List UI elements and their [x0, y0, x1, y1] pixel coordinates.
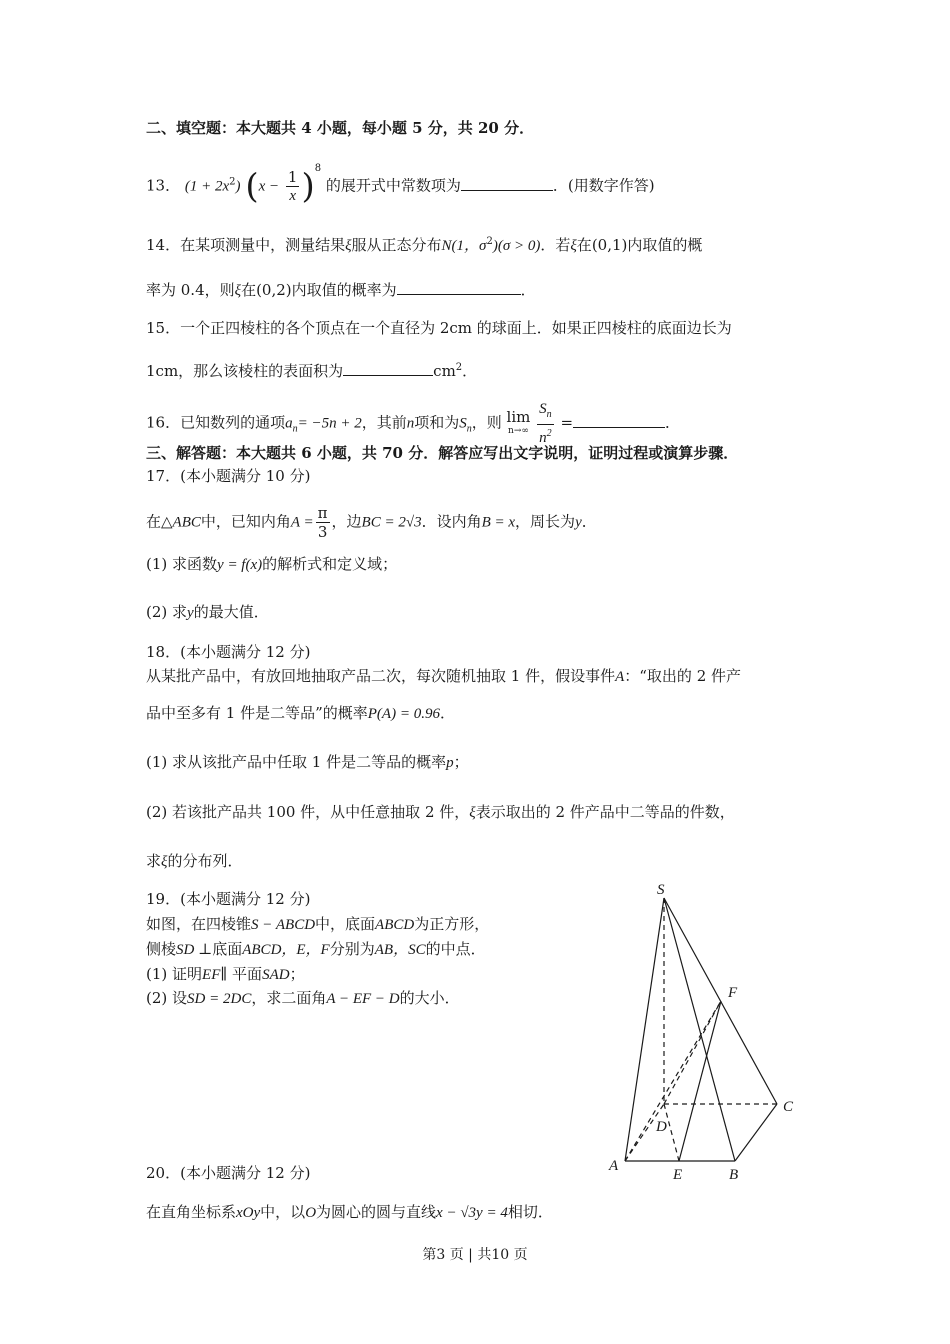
- label-C: C: [783, 1099, 794, 1115]
- q17-part-1: (1) 求函数y = f(x)的解析式和定义域；: [146, 555, 398, 573]
- q13-expr-left: (1 + 2x: [184, 178, 230, 195]
- q16-formula: = −5n + 2: [297, 415, 362, 432]
- q18-part-2-cont: 求ξ的分布列．: [146, 852, 243, 870]
- q19-line-2: 侧棱SD ⊥底面ABCD，E，F分别为AB，SC的中点．: [146, 940, 486, 958]
- question-13: 13． $(1 + 2x^2)$ (x − $\frac{1}{x}$ )$^8$ 的展开式中常数项为 ．(用数字作答): [146, 162, 655, 207]
- q14-xi: ξ: [345, 238, 352, 254]
- q18-statement-2: 品中至多有 1 件是二等品”的概率P(A) = 0.96．: [146, 704, 455, 722]
- q15-answer-blank[interactable]: [343, 361, 433, 376]
- q13-expr-right: ): [235, 178, 241, 195]
- q14-text-b: 服从正态分布: [351, 236, 442, 254]
- q14-dist: N(1，σ: [441, 238, 487, 254]
- question-16: 16．已知数列的通项$a_n= -5n + 2$，其前n项和为$S_n$，则 lim n→∞ $\frac{S_n}{n^2}$ = ．: [146, 401, 681, 446]
- q20-statement: 在直角坐标系xOy中，以O为圆心的圆与直线x − √3y = 4相切．: [146, 1203, 553, 1221]
- page-footer: 第3 页 | 共10 页: [422, 1247, 528, 1263]
- q19-title: 19．(本小题满分 12 分): [146, 890, 311, 908]
- q14-interval-1: (0,1): [591, 236, 628, 254]
- q14-text-a: 14．在某项测量中，测量结果: [146, 236, 346, 254]
- q13-number: 13．: [146, 176, 181, 195]
- q17-title: 17．(本小题满分 10 分): [146, 467, 311, 485]
- q17-fraction: $\frac{\pi}{3}$: [317, 504, 328, 541]
- q14-answer-blank[interactable]: [397, 280, 521, 295]
- q13-tail: ．(用数字作答): [552, 176, 655, 195]
- q17-part-2: (2) 求y的最大值．: [146, 603, 269, 621]
- q18-statement-1: 从某批产品中，有放回地抽取产品二次，每次随机抽取 1 件，假设事件A：“取出的 2 件产: [146, 667, 742, 685]
- q13-power: 8: [314, 162, 322, 174]
- section-2-heading: 二、填空题：本大题共 4 小题，每小题 5 分，共 20 分．: [146, 119, 535, 137]
- label-A: A: [609, 1158, 619, 1174]
- q19-part-2: (2) 设SD = 2DC，求二面角A − EF − D的大小．: [146, 989, 460, 1007]
- q13-square: 2: [229, 176, 236, 188]
- q19-line-1: 如图，在四棱锥S − ABCD中，底面ABCD为正方形，: [146, 915, 490, 933]
- q13-inner-x: x −: [258, 178, 280, 195]
- q16-limit: lim n→∞: [506, 407, 531, 436]
- q14-dist-tail: )(σ > 0): [492, 238, 541, 254]
- label-F: F: [728, 985, 738, 1001]
- question-15-line-2: 1cm，那么该棱柱的表面积为 $cm^2$．: [146, 362, 478, 380]
- q14-text-c: ．若: [540, 236, 571, 254]
- label-S: S: [657, 882, 665, 898]
- q13-text: 的展开式中常数项为: [325, 176, 461, 195]
- q16-answer-blank[interactable]: [573, 413, 665, 428]
- label-E: E: [673, 1167, 683, 1183]
- section-3-heading: 三、解答题：本大题共 6 小题，共 70 分．解答应写出文字说明，证明过程或演算步骤．: [146, 444, 739, 462]
- q19-part-1: (1) 证明EF∥ 平面SAD；: [146, 965, 305, 983]
- question-14-line-2: 率为 0.4，则ξ在(0,2)内取值的概率为 ．: [146, 281, 536, 299]
- q16-an: a: [285, 415, 293, 432]
- q17-statement: 在△ABC中，已知内角A = $\frac{\pi}{3}$ ，边BC = 2√3．设内角B = x，周长为y．: [146, 504, 597, 541]
- question-14-line-1: 14．在某项测量中，测量结果ξ服从正态分布N(1，$\sigma^2)(\sigma > 0)$．若ξ在(0,1)内取值的概: [146, 236, 703, 254]
- segment-AF: [625, 1001, 721, 1161]
- q16-fraction: $\frac{S_n}{n^2}$: [539, 401, 552, 446]
- label-D: D: [656, 1119, 667, 1135]
- pyramid-figure: [600, 875, 810, 1187]
- segment-EF: [679, 1001, 721, 1161]
- label-B: B: [729, 1167, 739, 1183]
- edge-SB: [664, 898, 735, 1161]
- q14-interval-2: (0,2): [256, 281, 292, 299]
- segment-DF: [664, 1001, 721, 1104]
- q18-part-2: (2) 若该批产品共 100 件，从中任意抽取 2 件，ξ表示取出的 2 件产品中二等品的件数，: [146, 803, 735, 821]
- q18-part-1: (1) 求从该批产品中任取 1 件是二等品的概率p；: [146, 753, 469, 771]
- edge-BC: [735, 1104, 777, 1161]
- q13-answer-blank[interactable]: [461, 176, 553, 191]
- q20-title: 20．(本小题满分 12 分): [146, 1164, 311, 1182]
- q18-title: 18．(本小题满分 12 分): [146, 643, 311, 661]
- q13-fraction: $\frac{1}{x}$: [287, 168, 298, 204]
- question-15-line-1: 15．一个正四棱柱的各个顶点在一个直径为 2cm 的球面上．如果正四棱柱的底面边长为: [146, 319, 732, 337]
